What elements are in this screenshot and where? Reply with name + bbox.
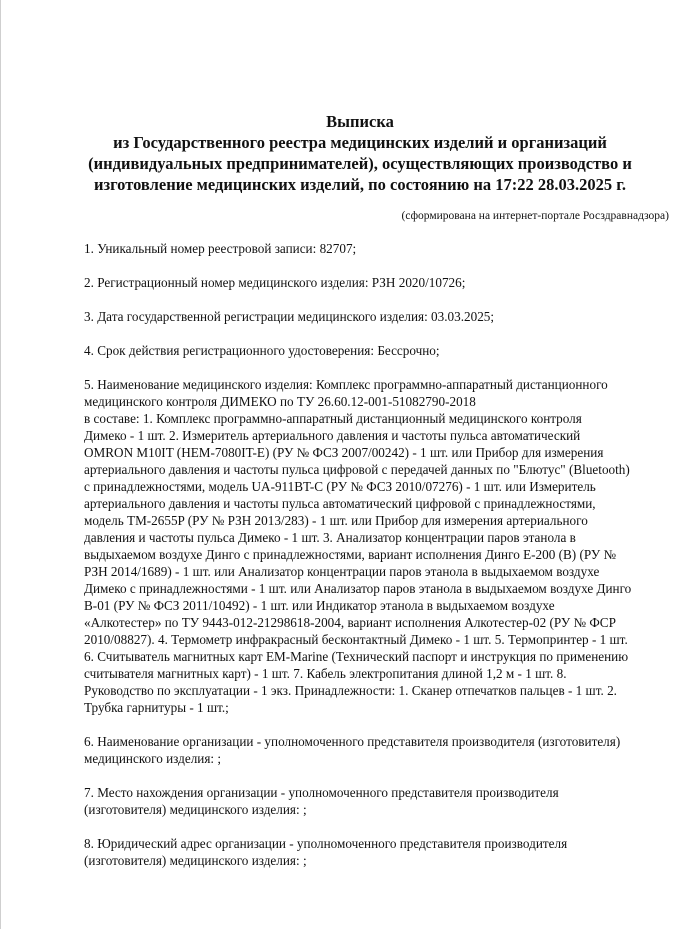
- title-line: (индивидуальных предпринимателей), осуществляющих производство и: [88, 154, 632, 173]
- item-label: 4. Срок действия регистрационного удостоверения:: [84, 343, 375, 358]
- item-text-line: (изготовителя) медицинского изделия: ;: [84, 802, 307, 817]
- item-text-line: 6. Наименование организации - уполномоченного представителя производителя (изготовителя): [84, 734, 621, 749]
- item-text-line: 2010/08827). 4. Термометр инфракрасный бесконтактный Димеко - 1 шт. 5. Термопринтер - 1 шт.: [84, 632, 628, 647]
- item-text-line: медицинского изделия: ;: [84, 751, 222, 766]
- item-record-number: [84, 240, 684, 257]
- item-text-line: Димеко с принадлежностями - 1 шт. или Анализатор паров этанола в выдыхаемом воздухе Динго: [84, 581, 632, 596]
- item-representative-legal-address: [84, 835, 684, 869]
- item-label: 1. Уникальный номер реестровой записи:: [84, 241, 317, 256]
- item-text-line: «Алкотестер» по ТУ 9443-012-21298618-2004, вариант исполнения Алкотестер-02 (РУ № ФСР: [84, 615, 616, 630]
- title-line: из Государственного реестра медицинских изделий и организаций: [113, 133, 607, 152]
- item-label: 2. Регистрационный номер медицинского изделия:: [84, 275, 369, 290]
- registry-items: [84, 240, 684, 886]
- source-note: (сформирована на интернет-портале Росздравнадзора): [401, 210, 669, 222]
- item-text-line: артериального давления и частоты пульса цифровой с передачей данных по "Блютус" (Bluetooth): [84, 462, 630, 477]
- item-text-line: (изготовителя) медицинского изделия: ;: [84, 853, 307, 868]
- item-text-line: с принадлежностями, модель UA-911BT-C (РУ № ФСЗ 2010/07276) - 1 шт. или Измеритель: [84, 479, 596, 494]
- item-validity-term: [84, 342, 684, 359]
- item-text-line: 7. Место нахождения организации - уполномоченного представителя производителя: [84, 785, 559, 800]
- item-text-line: OMRON M10IT (HEM-7080IT-E) (РУ № ФСЗ 2007/00242) - 1 шт. или Прибор для измерения: [84, 445, 604, 460]
- item-text-line: 6. Считыватель магнитных карт EM-Marine (Технический паспорт и инструкция по применению: [84, 649, 629, 664]
- item-representative-name: [84, 733, 684, 767]
- item-text-line: Димеко - 1 шт. 2. Измеритель артериального давления и частоты пульса автоматический: [84, 428, 581, 443]
- item-registration-date: [84, 308, 684, 325]
- title-line: Выписка: [326, 112, 394, 131]
- page-left-edge: [0, 0, 1, 929]
- item-text-line: артериального давления и частоты пульса автоматический цифровой с принадлежностями,: [84, 496, 596, 511]
- document-title: [60, 111, 660, 195]
- item-text-line: медицинского контроля ДИМЕКО по ТУ 26.60.12-001-51082790-2018: [84, 394, 476, 409]
- item-text-line: 8. Юридический адрес организации - уполномоченного представителя производителя: [84, 836, 568, 851]
- item-text-line: давления и частоты пульса Димеко - 1 шт. 3. Анализатор концентрации паров этанола в: [84, 530, 576, 545]
- item-value: 03.03.2025;: [431, 309, 495, 324]
- item-text-line: РЗН 2014/1689) - 1 шт. или Анализатор концентрации паров этанола в выдыхаемом воздухе: [84, 564, 600, 579]
- item-text-line: считывателя магнитных карт) - 1 шт. 7. Кабель электропитания длиной 1,2 м - 1 шт. 8.: [84, 666, 567, 681]
- item-value: Бессрочно;: [377, 343, 440, 358]
- item-text-line: В-01 (РУ № ФСЗ 2011/10492) - 1 шт. или Индикатор этанола в выдыхаемом воздухе: [84, 598, 555, 613]
- title-line: изготовление медицинских изделий, по состоянию на 17:22 28.03.2025 г.: [93, 175, 627, 194]
- item-value: Комплекс программно-аппаратный дистанционного: [316, 377, 608, 392]
- item-device-name: [84, 376, 684, 716]
- item-text-line: модель TM-2655P (РУ № РЗН 2013/283) - 1 шт. или Прибор для измерения артериального: [84, 513, 588, 528]
- item-value: 82707;: [319, 241, 357, 256]
- item-text-line: Руководство по эксплуатации - 1 экз. Принадлежности: 1. Сканер отпечатков пальцев - 1 шт. 2.: [84, 683, 617, 698]
- item-registration-number: [84, 274, 684, 291]
- item-text-line: Трубка гарнитуры - 1 шт.;: [84, 700, 229, 715]
- item-value: РЗН 2020/10726;: [371, 275, 466, 290]
- item-text-line: в составе: 1. Комплекс программно-аппаратный дистанционный медицинского контроля: [84, 411, 582, 426]
- item-text-line: выдыхаемом воздухе Динго с принадлежностями, вариант исполнения Динго Е-200 (В) (РУ №: [84, 547, 617, 562]
- item-representative-location: [84, 784, 684, 818]
- item-label: 3. Дата государственной регистрации медицинского изделия:: [84, 309, 428, 324]
- item-label: 5. Наименование медицинского изделия:: [84, 377, 313, 392]
